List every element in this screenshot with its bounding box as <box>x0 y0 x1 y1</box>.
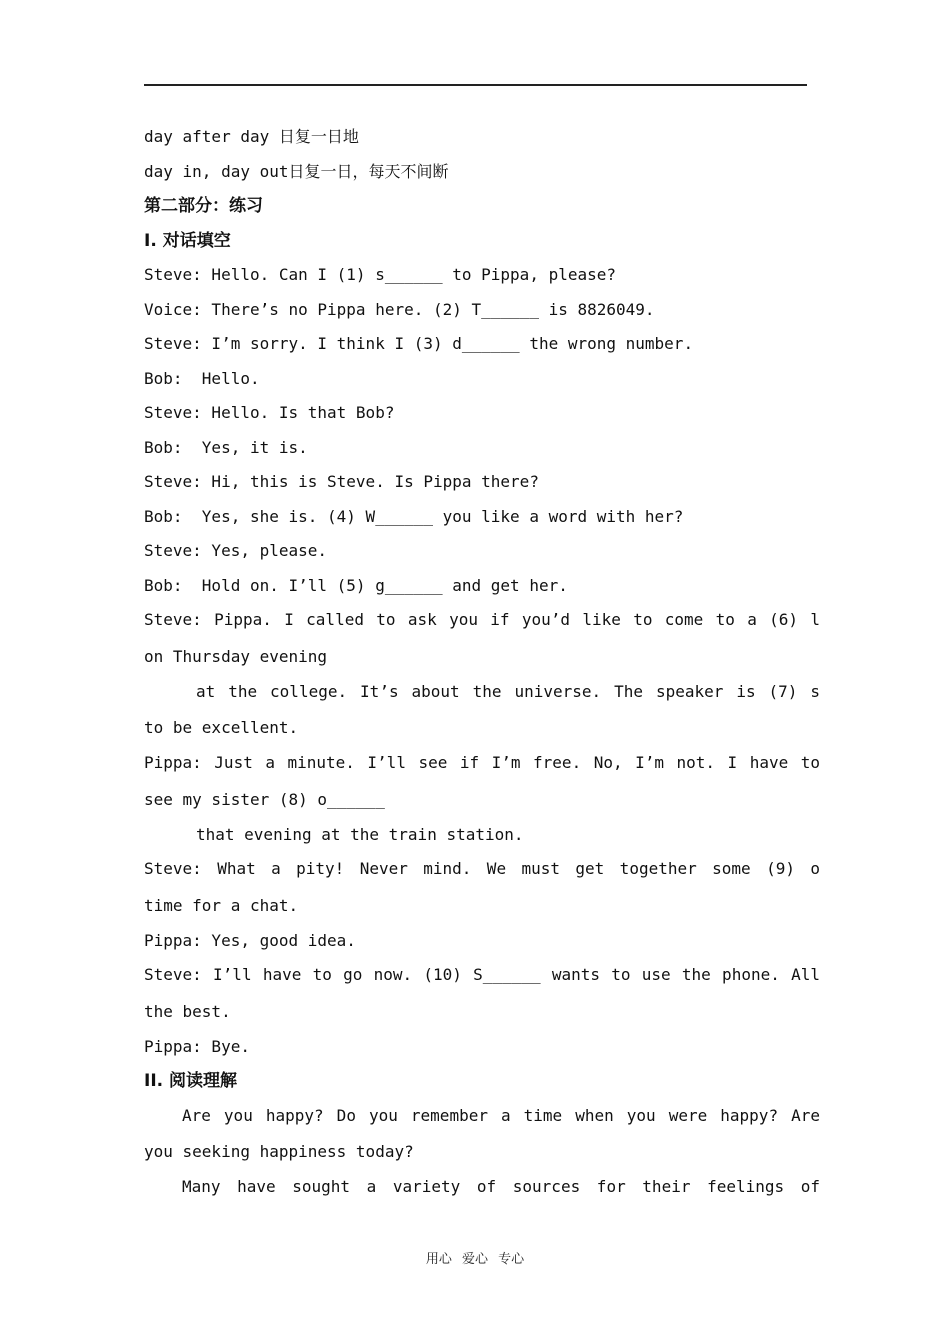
dialogue-line: Pippa: Bye. <box>144 1036 250 1056</box>
section-heading: 第二部分：练习 <box>144 196 263 216</box>
dialogue-line: Steve: Pippa. I called to ask you if you’d like to come to a (6) l <box>144 610 820 629</box>
dialogue-line: Pippa: Just a minute. I’ll see if I’m free. No, I’m not. I have to <box>144 753 820 772</box>
reading-paragraph-line: you seeking happiness today? <box>144 1142 414 1161</box>
dialogue-line: time for a chat. <box>144 895 299 915</box>
dialogue-line: Steve: Hello. Is that Bob? <box>144 403 395 422</box>
exercise-heading: II. 阅读理解 <box>144 1071 238 1091</box>
dialogue-line: Pippa: Yes, good idea. <box>144 930 356 950</box>
dialogue-line: Bob: Yes, it is. <box>144 437 308 457</box>
document-body <box>144 120 820 1205</box>
dialogue-line: the best. <box>144 1001 231 1021</box>
reading-paragraph-line: Are you happy? Do you remember a time when you were happy? Are <box>182 1105 820 1125</box>
vocab-line: day in, day out日复一日，每天不间断 <box>144 161 449 181</box>
dialogue-line: see my sister (8) o______ <box>144 789 385 809</box>
reading-paragraph-line: Many have sought a variety of sources for their feelings of <box>182 1177 820 1196</box>
dialogue-line: on Thursday evening <box>144 646 328 666</box>
page-footer: 用心 爱心 专心 <box>425 1252 525 1267</box>
dialogue-line: Steve: Hi, this is Steve. Is Pippa there? <box>144 472 539 491</box>
dialogue-line: Steve: What a pity! Never mind. We must get together some (9) o <box>144 859 820 878</box>
exercise-heading: I. 对话填空 <box>144 230 231 251</box>
dialogue-line: Steve: Hello. Can I (1) s______ to Pippa, please? <box>144 265 617 284</box>
dialogue-line: that evening at the train station. <box>196 824 524 844</box>
dialogue-line: at the college. It’s about the universe. The speaker is (7) s <box>196 681 820 701</box>
dialogue-line: Steve: Yes, please. <box>144 541 328 560</box>
dialogue-line: Voice: There’s no Pippa here. (2) T______ is 8826049. <box>144 299 655 319</box>
dialogue-line: to be excellent. <box>144 718 299 737</box>
header-rule <box>144 84 807 86</box>
dialogue-line: Bob: Yes, she is. (4) W______ you like a word with her? <box>144 506 684 526</box>
dialogue-line: Steve: I’m sorry. I think I (3) d______ the wrong number. <box>144 334 694 353</box>
dialogue-line: Bob: Hello. <box>144 368 260 388</box>
dialogue-line: Bob: Hold on. I’ll (5) g______ and get her. <box>144 575 568 595</box>
dialogue-line: Steve: I’ll have to go now. (10) S______ wants to use the phone. All <box>144 965 820 984</box>
vocab-line: day after day 日复一日地 <box>144 127 359 146</box>
